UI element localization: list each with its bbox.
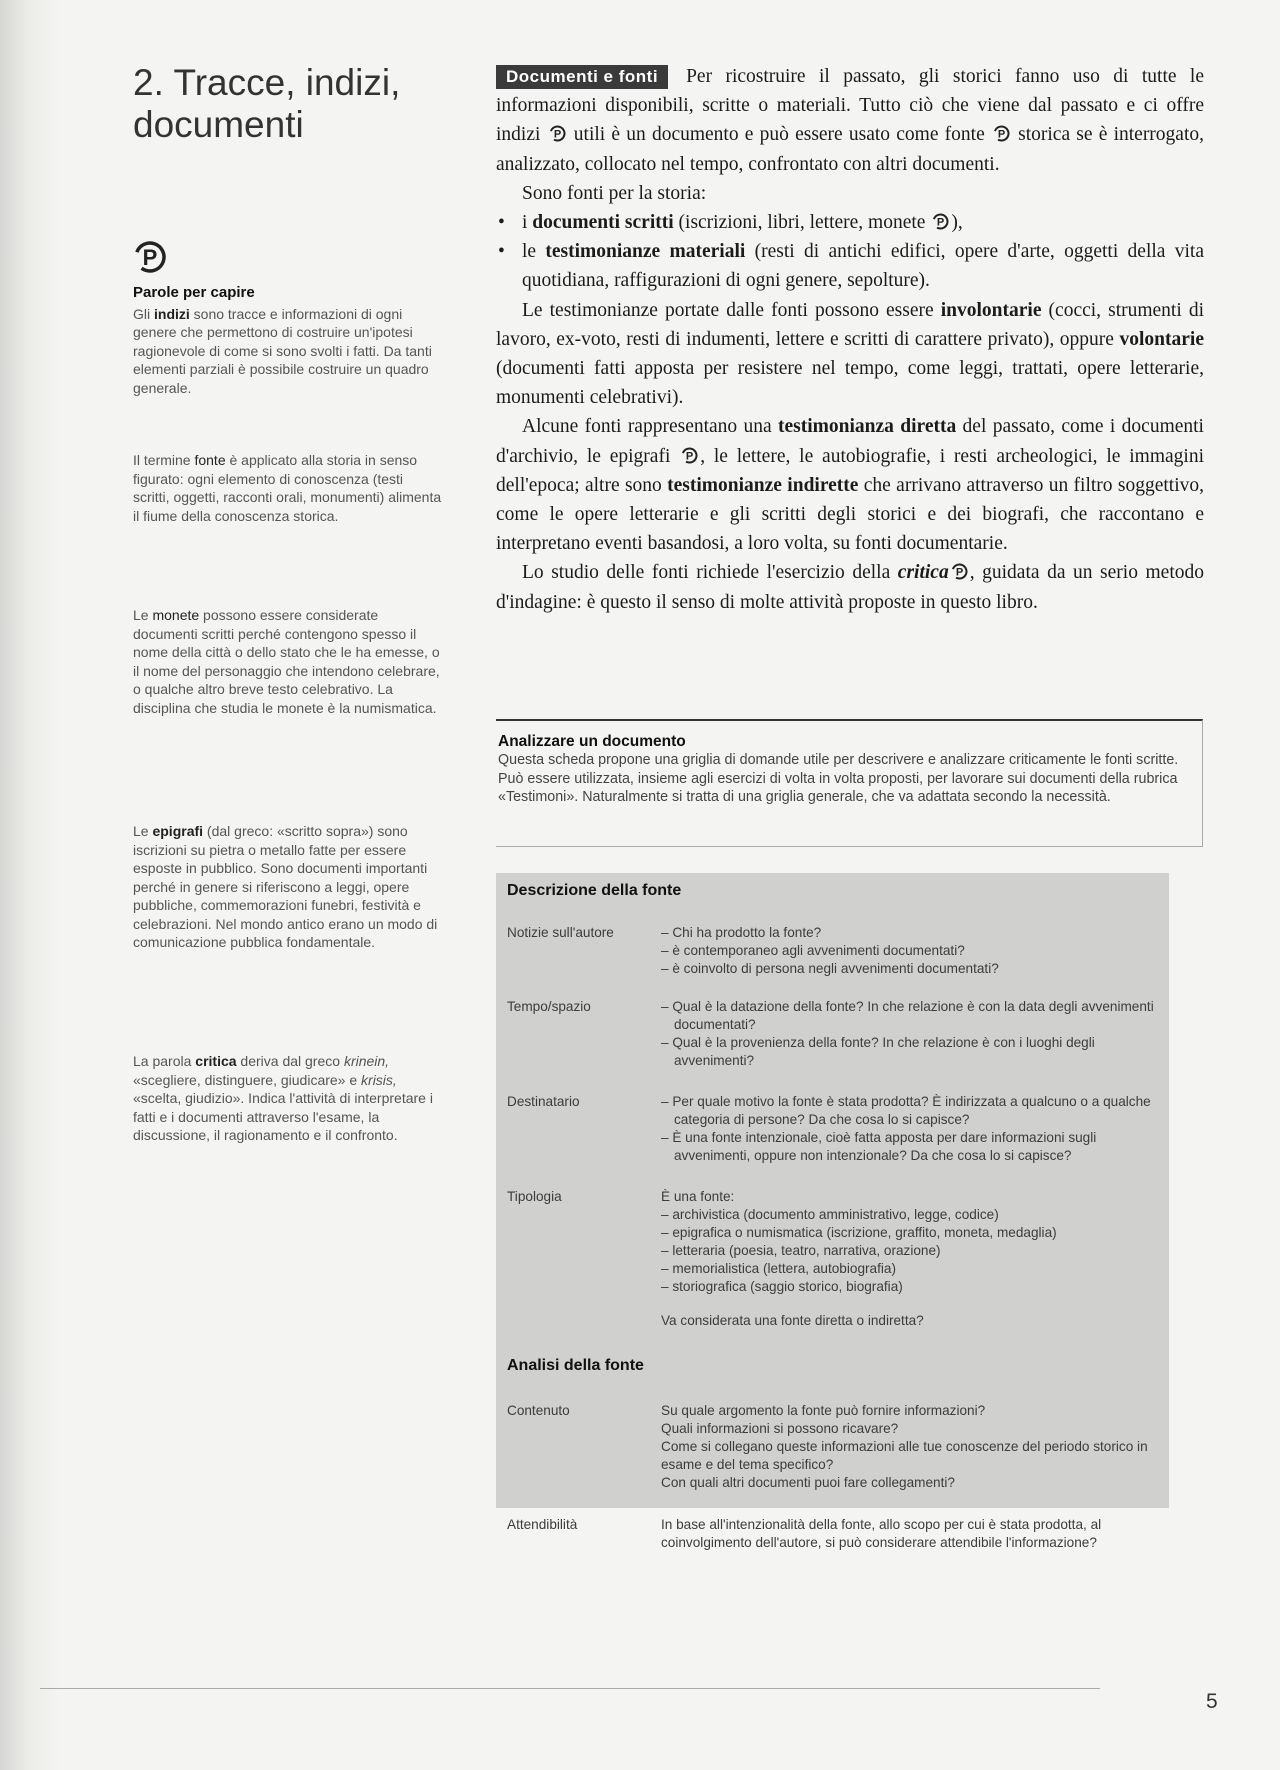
text: Lo studio delle fonti richiede l'esercizio della [522,562,898,584]
row-line: – epigrafica o numismatica (iscrizione, graffito, moneta, medaglia) [661,1225,1057,1240]
note-text: Gli [133,305,154,322]
sidebar-heading: Parole per capire [133,284,255,301]
text: i [522,212,533,234]
bullet-list [496,208,1204,296]
row-line: – è contemporaneo agli avvenimenti documentati? [661,943,965,958]
paragraph-intro [496,62,1204,179]
text: , le lettere, le autobiografie, i resti archeologici, le immagini dell'epoca; altre sono [496,445,1204,496]
note-text: La parola [133,1053,196,1069]
row-line: In base all'intenzionalità della fonte, allo scopo per cui è stata prodotta, al coinvolgimento dell'autore, si può considerare attendibile l'informazione? [661,1517,1102,1550]
text: utili è un documento e può essere usato come fonte [567,124,991,146]
note-text: è applicato alla storia in senso figurato: ogni elemento di conoscenza (testi scritti, oggetti, racconti orali, monumenti) alimenta il fiume della conoscenza storica. [133,452,442,524]
text: storica se è interrogato, analizzato, collocato nel tempo, confrontato con altri documenti. [496,124,1205,175]
paragraph-dirette [496,412,1204,558]
row-line: – Per quale motivo la fonte è stata prodotta? È indirizzata a qualcuno o a qualche categoria di persone? Da che cosa lo si capisce? [661,1094,1151,1127]
text: (documenti fatti apposta per resistere nel tempo, come leggi, trattati, opere letterarie, monumenti celebrativi). [496,358,1204,409]
bold-term: documenti scritti [532,212,674,234]
sidebar-note-indizi [133,284,443,397]
row-line: – Chi ha prodotto la fonte? [661,925,822,940]
text: che arrivano attraverso un filtro soggettivo, come le opere letterarie e gli scritti degli storici e dei biografi, che raccontano e interpretano eventi basandosi, a loro volta, su fonti documentarie. [496,474,1205,555]
p-ref-icon [681,447,698,464]
note-text: deriva dal greco [236,1053,344,1069]
text: Alcune fonti rappresentano una [522,416,779,438]
bold-term: testimonianze indirette [667,474,859,496]
paragraph-testimonianze [496,296,1204,413]
note-text: Le [133,607,153,623]
row-line: – Qual è la provenienza della fonte? In che relazione è con i luoghi degli avvenimenti? [661,1035,1095,1068]
term-indizi: indizi [154,305,190,322]
section-analisi: Analisi della fonte [507,1357,644,1374]
sidebar-note-epigrafi [133,822,443,952]
section-title: Tracce, indizi, documenti [133,62,401,145]
main-text [496,62,1204,617]
box-text: Questa scheda propone una griglia di domande utile per descrivere e analizzare criticamente le fonti scritte. Può essere utilizzata, insieme agli esercizi di volta in volta proposti, per lavorare sui documenti della rubrica «Testimoni». Naturalmente si tratta di una griglia generale, che va adattata secondo la necessità. [498,752,1179,806]
page-number: 5 [1206,1690,1218,1713]
svg-text:P: P [937,216,945,229]
note-text: sono tracce e informazioni di ogni genere che permettono di costruire un'ipotesi ragionevole di come si sono svolti i fatti. Da tanti elementi parziali è possibile costruire un quadro generale. [133,305,432,396]
svg-text:P: P [686,450,694,463]
row-content [661,998,1166,1070]
row-label: Attendibilità [507,1517,578,1532]
svg-text:P: P [955,566,963,579]
section-descrizione: Descrizione della fonte [507,882,682,899]
section-badge: Documenti e fonti [496,65,668,89]
greek-word: krisis, [361,1071,397,1088]
note-text: «scegliere, distinguere, giudicare» e [133,1071,362,1088]
paragraph-critica [496,558,1204,616]
text: ), [951,212,963,234]
note-text: Il termine [133,452,195,468]
row-line: Su quale argomento la fonte può fornire informazioni? [661,1403,986,1418]
term-monete: monete [152,607,200,623]
row-line: – è coinvolto di persona negli avvenimenti documentati? [661,961,999,976]
row-line: – Qual è la datazione della fonte? In che relazione è con la data degli avvenimenti documentati? [661,999,1154,1032]
text: (resti di antichi edifici, opere d'arte, oggetti della vita quotidiana, raffigurazioni di ogni genere, sepolture). [522,241,1204,292]
greek-word: krinein, [343,1053,390,1069]
text: (iscrizioni, libri, lettere, monete [673,212,931,234]
analysis-intro-box [496,719,1203,847]
term-fonte: fonte [194,452,226,468]
row-label: Tipologia [507,1189,562,1204]
page-gutter-shadow [0,0,60,1770]
row-line: Come si collegano queste informazioni alle tue conoscenze del periodo storico in esame e del tema specifico? [661,1439,1148,1472]
row-line: – memorialistica (lettera, autobiografia) [661,1261,896,1276]
page-title [133,62,433,146]
p-ref-icon [932,213,949,230]
note-text: (dal greco: «scritto sopra») sono iscrizioni su pietra o metallo fatte per essere esposte in pubblico. Sono documenti importanti perché in genere si riferiscono a leggi, opere pubbliche, commemorazioni funebri, festività e celebrazioni. Nel mondo antico erano un modo di comunicazione pubblica fondamentale. [133,823,438,950]
term-critica: critica [195,1053,237,1069]
svg-text:P: P [553,128,561,141]
box-title: Analizzare un documento [498,733,686,750]
bottom-rule [40,1688,1100,1689]
sidebar-note-fonte [133,451,443,525]
text: Le testimonianze portate dalle fonti possono essere [522,299,941,321]
bold-term: critica [897,562,949,584]
row-label: Destinatario [507,1094,580,1109]
bullet-item [496,208,1204,237]
row-line: – È una fonte intenzionale, cioè fatta apposta per dare informazioni sugli avvenimenti, oppure non intenzionale? Da che cosa lo si capisce? [661,1130,1097,1163]
row-line: Quali informazioni si possono ricavare? [661,1421,899,1436]
text: le [522,241,546,263]
text: Per ricostruire il passato, gli storici fanno uso di tutte le informazioni disponibili, scritte o materiali. Tutto ciò che viene dal passato e ci offre indizi [496,66,1204,146]
row-label: Notizie sull'autore [507,925,614,940]
svg-text:P: P [997,128,1006,141]
row-line: – letteraria (poesia, teatro, narrativa, orazione) [661,1243,941,1258]
row-line: – archivistica (documento amministrativo, legge, codice) [661,1207,999,1222]
row-line: È una fonte: [661,1189,735,1204]
p-ref-icon [951,563,968,580]
paragraph-fonti: Sono fonti per la storia: [522,182,707,204]
note-text: Le [133,823,153,839]
svg-text:P: P [142,245,158,270]
bold-term: volontarie [1119,328,1204,350]
text: del passato, come i documenti d'archivio, le epigrafi [496,416,1204,467]
row-content [661,924,1166,978]
sidebar-note-critica [133,1052,443,1145]
p-parole-icon [133,240,167,274]
term-epigrafi: epigrafi [152,823,204,839]
note-text: possono essere considerate documenti scritti perché contengono spesso il nome della città o dello stato che le ha emesse, o il nome del personaggio che intendono celebrare, o qualche altro breve testo celebrativo. La disciplina che studia le monete è la numismatica. [133,607,440,716]
p-ref-icon [993,125,1010,142]
bullet-item [496,237,1204,295]
bold-term: involontarie [940,299,1042,321]
row-label: Tempo/spazio [507,999,591,1014]
row-content [661,1516,1166,1552]
row-content [661,1093,1166,1165]
text: , guidata da un serio metodo d'indagine: è questo il senso di molte attività proposte in questo libro. [496,562,1205,613]
row-line: – storiografica (saggio storico, biografia) [661,1279,903,1294]
section-number: 2. [133,62,164,103]
bold-term: testimonianza diretta [778,416,957,438]
row-content [661,1188,1166,1330]
row-content [661,1402,1166,1492]
sidebar-note-monete [133,606,443,717]
p-ref-icon [549,125,566,142]
text: (cocci, strumenti di lavoro, ex-voto, resti di indumenti, lettere e scritti di carattere privato), oppure [496,299,1204,350]
row-line: Va considerata una fonte diretta o indiretta? [661,1313,924,1328]
bold-term: testimonianze materiali [545,241,746,263]
note-text: «scelta, giudizio». Indica l'attività di interpretare i fatti e i documenti attraverso l'esame, la discussione, il ragionamento e il confronto. [133,1090,433,1143]
row-line: Con quali altri documenti puoi fare collegamenti? [661,1475,955,1490]
row-label: Contenuto [507,1403,570,1418]
